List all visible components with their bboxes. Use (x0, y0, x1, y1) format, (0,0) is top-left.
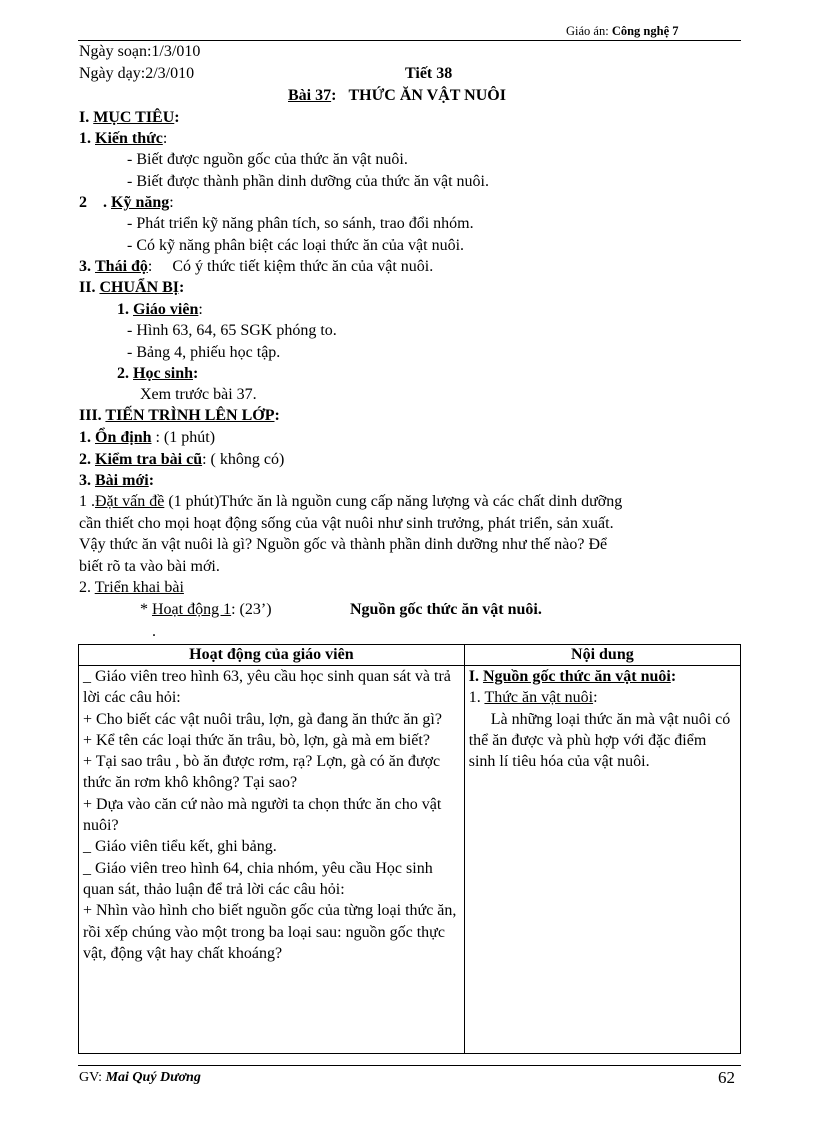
objectives-heading-text: MỤC TIÊU (93, 109, 175, 126)
intro-num: 1 . (79, 493, 95, 510)
content-sub-text: Thức ăn vật nuôi (484, 689, 594, 707)
content-heading-text: Nguồn gốc thức ăn vật nuôi (482, 668, 671, 685)
attitude-line: 3. Thái độ: Có ý thức tiết kiệm thức ăn của vật nuôi. (79, 258, 434, 275)
content-cell (464, 666, 740, 1054)
prep-heading: II. CHUẨN BỊ: (79, 279, 185, 296)
teacher-prep-heading: 1. Giáo viên: (117, 301, 203, 318)
content-heading-colon: : (670, 668, 677, 685)
content-sub-num: 1. (468, 689, 481, 707)
teacher-activity-line: _ Giáo viên tiểu kết, ghi bảng. (83, 838, 277, 856)
knowledge-item: - Biết được thành phần dinh dưỡng của thức ăn vật nuôi. (127, 173, 489, 190)
skills-item: - Có kỹ năng phân biệt các loại thức ăn của vật nuôi. (127, 237, 465, 254)
deploy-line (79, 577, 184, 598)
footer-teacher (79, 1070, 201, 1086)
teacher-activity-line: + Tại sao trâu , bò ăn được rơm, rạ? Lợn, gà có ăn được thức ăn rơm khô không? Tại sao? (83, 753, 441, 792)
prep-heading-text: CHUẨN BỊ (99, 279, 180, 296)
activity-line (140, 599, 272, 620)
lesson-sep: : (331, 87, 337, 104)
lesson-title (288, 85, 506, 106)
knowledge-text: Kiến thức (95, 130, 163, 147)
step1-num: 1. (79, 429, 91, 446)
header-prefix: Giáo án: (566, 24, 609, 38)
teacher-prep-num: 1. (117, 301, 129, 318)
intro-line: biết rõ ta vào bài mới. (79, 558, 220, 575)
student-prep-item: Xem trước bài 37. (140, 386, 257, 403)
step-new-lesson: 3. Bài mới: (79, 472, 155, 489)
step1-text: Ổn định (95, 429, 152, 446)
activity-table (78, 644, 741, 1054)
period: Tiết 38 (405, 65, 453, 82)
teacher-activity-line: _ Giáo viên treo hình 64, chia nhóm, yêu cầu Học sinh quan sát, thảo luận để trả lời các câu hỏi: (83, 859, 433, 898)
content-definition: Là những loại thức ăn mà vật nuôi có thể ăn được và phù hợp với đặc điểm sinh lí tiêu hóa của vật nuôi. (468, 710, 731, 771)
process-heading-num: III. (79, 407, 102, 424)
knowledge-heading: 1. Kiến thức: (79, 130, 168, 147)
step2-desc: : ( không có) (202, 451, 285, 468)
skills-num: 2 . (79, 194, 107, 211)
lesson-number: Bài 37 (288, 87, 332, 104)
skills-item: - Phát triển kỹ năng phân tích, so sánh, trao đổi nhóm. (127, 215, 474, 232)
stray-dot: . (152, 623, 156, 640)
deploy-num: 2. (79, 579, 91, 596)
step3-num: 3. (79, 472, 91, 489)
intro-line (79, 491, 622, 512)
teacher-activity-cell (79, 666, 465, 1054)
content-subheading (469, 687, 736, 708)
teacher-activity-line: + Kể tên các loại thức ăn trâu, bò, lợn, gà mà em biết? (83, 731, 430, 749)
col-teacher-header: Hoạt động của giáo viên (79, 645, 465, 666)
intro-text: (1 phút)Thức ăn là nguồn cung cấp năng lượng và các chất dinh dưỡng (164, 493, 623, 510)
intro-title: Đặt vấn đề (95, 493, 165, 510)
activity-star: * (140, 601, 148, 618)
footer-prefix: GV: (79, 1070, 103, 1085)
student-prep-num: 2. (117, 365, 129, 382)
objectives-heading-num: I. (79, 109, 90, 126)
activity-time: : (23’) (231, 601, 272, 618)
intro-line: Vậy thức ăn vật nuôi là gì? Nguồn gốc và thành phần dinh dưỡng như thế nào? Để (79, 536, 608, 553)
step-stabilize (79, 427, 215, 448)
objectives-heading (79, 107, 180, 128)
objectives-heading-colon: : (174, 109, 180, 126)
footer-teacher-name: Mai Quý Dương (105, 1070, 201, 1085)
teacher-prep-text: Giáo viên (133, 301, 199, 318)
table-row (79, 666, 741, 1054)
intro-line: cần thiết cho mọi hoạt động sống của vật nuôi như sinh trưởng, phát triển, sản xuất. (79, 515, 614, 532)
step3-text: Bài mới (95, 472, 149, 489)
prep-date: Ngày soạn:1/3/010 (79, 43, 201, 60)
page-number: 62 (718, 1068, 735, 1087)
deploy-text: Triển khai bài (94, 579, 184, 596)
attitude-num: 3. (79, 258, 91, 275)
table-header-row (79, 645, 741, 666)
skills-heading: 2 . Kỹ năng: (79, 194, 174, 211)
teacher-activity-line: + Dựa vào căn cứ nào mà người ta chọn thức ăn cho vật nuôi? (83, 795, 442, 835)
step-review (79, 449, 284, 470)
step2-num: 2. (79, 451, 91, 468)
lesson-name: THỨC ĂN VẬT NUÔI (348, 87, 506, 104)
student-prep-heading: 2. Học sinh: (117, 365, 199, 382)
student-prep-text: Học sinh (133, 365, 194, 382)
teacher-prep-item: - Bảng 4, phiếu học tập. (127, 344, 281, 361)
activity-name: Hoạt động 1 (152, 601, 232, 618)
header-subject: Công nghệ 7 (611, 24, 679, 38)
teacher-activity-line: _ Giáo viên treo hình 63, yêu cầu học sinh quan sát và trả lời các câu hỏi: (83, 668, 451, 707)
process-heading: III. TIẾN TRÌNH LÊN LỚP: (79, 407, 280, 424)
attitude-desc: Có ý thức tiết kiệm thức ăn của vật nuôi. (172, 258, 434, 275)
content-sub-colon: : (593, 689, 598, 707)
content-heading (469, 666, 736, 687)
step1-desc: : (1 phút) (151, 429, 216, 446)
step2-text: Kiểm tra bài cũ (95, 451, 203, 468)
content-heading-num: I. (468, 668, 479, 685)
knowledge-item: - Biết được nguồn gốc của thức ăn vật nuôi. (127, 151, 408, 168)
activity-title: Nguồn gốc thức ăn vật nuôi. (350, 601, 542, 618)
col-content-header: Nội dung (464, 645, 740, 666)
attitude-text: Thái độ (95, 258, 148, 275)
prep-heading-num: II. (79, 279, 96, 296)
teacher-activity-line: + Cho biết các vật nuôi trâu, lợn, gà đang ăn thức ăn gì? (83, 710, 442, 728)
teach-date: Ngày dạy:2/3/010 (79, 65, 195, 82)
process-heading-text: TIẾN TRÌNH LÊN LỚP (105, 407, 275, 424)
teacher-activity-line: + Nhìn vào hình cho biết nguồn gốc của từng loại thức ăn, rồi xếp chúng vào một trong ba loại sau: nguồn gốc thực vật, động vật hay chất khoáng? (83, 902, 457, 962)
footer-rule (78, 1065, 741, 1066)
knowledge-num: 1. (79, 130, 91, 147)
teacher-prep-item: - Hình 63, 64, 65 SGK phóng to. (127, 322, 337, 339)
skills-text: Kỹ năng (111, 194, 170, 211)
running-header (566, 24, 679, 39)
